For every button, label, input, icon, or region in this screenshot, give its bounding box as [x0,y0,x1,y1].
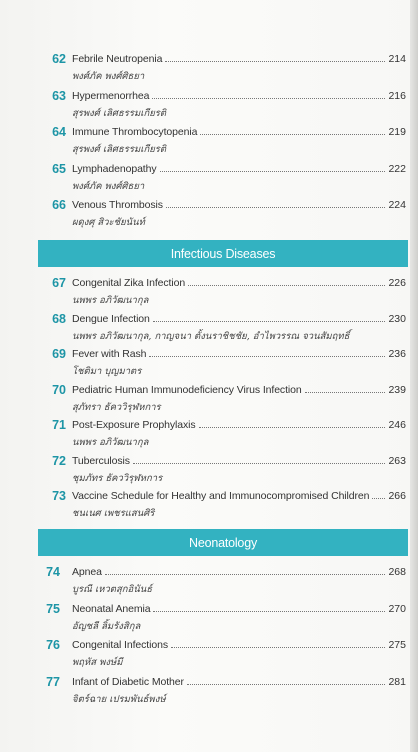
chapter-title: Lymphadenopathy [72,162,157,175]
toc-entry[interactable] [0,347,418,383]
toc-entry[interactable] [0,675,418,712]
chapter-title-line [72,199,406,211]
chapter-title: Tuberculosis [72,454,130,467]
chapter-title: Congenital Zika Infection [72,277,186,289]
chapter-authors: สุภัทรา ธัคววิรุฬหการ [72,401,161,413]
toc-entry[interactable] [0,125,418,162]
dot-leader [187,676,386,685]
page-number: 230 [388,312,406,325]
dot-leader [160,163,386,172]
chapter-authors: ชนเนศ เพชรแสนศิริ [72,508,155,519]
chapter-title-line [72,419,406,431]
chapter-title: Infant of Diabetic Mother [72,675,184,688]
chapter-title-line [72,277,406,289]
page-number: 275 [388,639,406,651]
toc-entry[interactable] [0,638,418,675]
chapter-title-line [72,455,406,467]
toc-entry[interactable] [0,52,418,89]
chapter-title: Fever with Rash [72,348,147,360]
chapter-number: 67 [52,276,66,290]
chapter-authors: นพพร อภิวัฒนากุล, กาญจนา ตั้งนราชิชชัย, อำไพวรรณ จวนสัมฤทธิ์ [72,330,350,342]
section-header-infectious-diseases [38,240,408,267]
chapter-number: 75 [46,601,60,616]
page-number: 216 [388,89,406,102]
chapter-authors: พฤหัส พงษ์มี [72,657,123,668]
chapter-title-line [72,53,406,65]
dot-leader [152,90,385,99]
dot-leader [305,384,386,393]
chapter-number: 71 [52,418,66,432]
chapter-number: 72 [52,453,66,468]
chapter-title-line [72,90,406,102]
chapter-authors: จิตร์ฉาย เปรมพันธ์พงษ์ [72,693,166,705]
chapter-number: 76 [46,638,60,652]
page-number: 224 [388,199,406,211]
chapter-number: 62 [52,52,66,66]
chapter-authors: สุรพงศ์ เลิศธรรมเกียรติ [72,107,167,119]
chapter-authors: อัญชลี ลิ้มรังสิกุล [72,620,141,632]
toc-hematology-list [0,52,418,235]
page-number: 266 [388,490,406,502]
section-title: Neonatology [189,535,257,550]
page-number: 214 [388,53,406,65]
section-title: Infectious Diseases [170,246,276,261]
dot-leader [153,603,385,612]
chapter-title-line [72,348,406,360]
chapter-authors: โชติมา บุญมาตร [72,366,142,377]
chapter-number: 74 [46,565,60,579]
page-number: 270 [388,602,406,615]
toc-entry[interactable] [0,418,418,454]
chapter-number: 77 [46,674,60,689]
chapter-title: Congenital Infections [72,639,168,651]
page-number: 263 [388,454,406,467]
dot-leader [166,199,386,208]
chapter-title: Vaccine Schedule for Healthy and Immunocompromised Children [72,490,370,502]
toc-entry[interactable] [0,454,418,490]
dot-leader [133,455,386,464]
chapter-authors: พงศ์ภัค พงศ์ศิธยา [72,71,145,82]
dot-leader [105,566,386,575]
chapter-title: Febrile Neutropenia [72,53,163,65]
chapter-title: Post-Exposure Prophylaxis [72,419,196,431]
chapter-title: Hypermenorrhea [72,89,150,102]
chapter-title-line [72,163,406,175]
toc-entry[interactable] [0,162,418,199]
toc-entry[interactable] [0,602,418,639]
dot-leader [153,313,386,322]
section-header-neonatology [38,529,408,556]
chapter-number: 66 [52,198,66,212]
page-number: 268 [388,566,406,578]
toc-entry[interactable] [0,312,418,348]
chapter-title: Venous Thrombosis [72,199,163,211]
page-number: 236 [388,348,406,360]
chapter-title-line [72,603,406,615]
chapter-number: 65 [52,161,66,176]
chapter-authors: นพพร อภิวัฒนากุล [72,295,149,306]
chapter-title: Dengue Infection [72,312,150,325]
chapter-title: Immune Thrombocytopenia [72,126,198,138]
dot-leader [199,419,386,428]
chapter-title-line [72,676,406,688]
chapter-authors: พงศ์ภัค พงศ์ศิธยา [72,180,145,192]
toc-entry[interactable] [0,89,418,126]
chapter-title-line [72,566,406,578]
page-number: 246 [388,419,406,431]
chapter-authors: สุรพงศ์ เลิศธรรมเกียรติ [72,144,167,155]
chapter-authors: ผดุงศุ สิวะชัยนันท์ [72,217,145,228]
dot-leader [149,348,385,357]
toc-entry[interactable] [0,565,418,602]
chapter-title-line [72,126,406,138]
chapter-number: 70 [52,382,66,397]
page-number: 239 [388,383,406,396]
chapter-title-line [72,639,406,651]
chapter-number: 69 [52,347,66,361]
chapter-number: 73 [52,489,66,503]
toc-infectious-list [0,276,418,525]
toc-entry[interactable] [0,489,418,525]
dot-leader [200,126,385,135]
chapter-number: 63 [52,88,66,103]
chapter-authors: นพพร อภิวัฒนากุล [72,437,149,448]
chapter-number: 68 [52,311,66,326]
toc-entry[interactable] [0,198,418,235]
chapter-number: 64 [52,125,66,139]
chapter-title-line [72,490,406,502]
page-number: 219 [388,126,406,138]
chapter-authors: ชุมภัทร ธัคววิรุฬหการ [72,472,163,484]
chapter-title-line [72,384,406,396]
toc-neonatology-list [0,565,418,711]
chapter-title-line [72,313,406,325]
dot-leader [372,490,385,499]
toc-entry[interactable] [0,276,418,312]
page-number: 281 [388,675,406,688]
chapter-title: Pediatric Human Immunodeficiency Virus Infection [72,383,302,396]
page-number: 226 [388,277,406,289]
chapter-title: Neonatal Anemia [72,602,151,615]
chapter-authors: บูรณี เหวตสุกอินันธ์ [72,584,153,595]
page-number: 222 [388,162,406,175]
dot-leader [188,277,385,286]
dot-leader [165,53,385,62]
dot-leader [171,639,386,648]
chapter-title: Apnea [72,566,102,578]
toc-entry[interactable] [0,383,418,419]
